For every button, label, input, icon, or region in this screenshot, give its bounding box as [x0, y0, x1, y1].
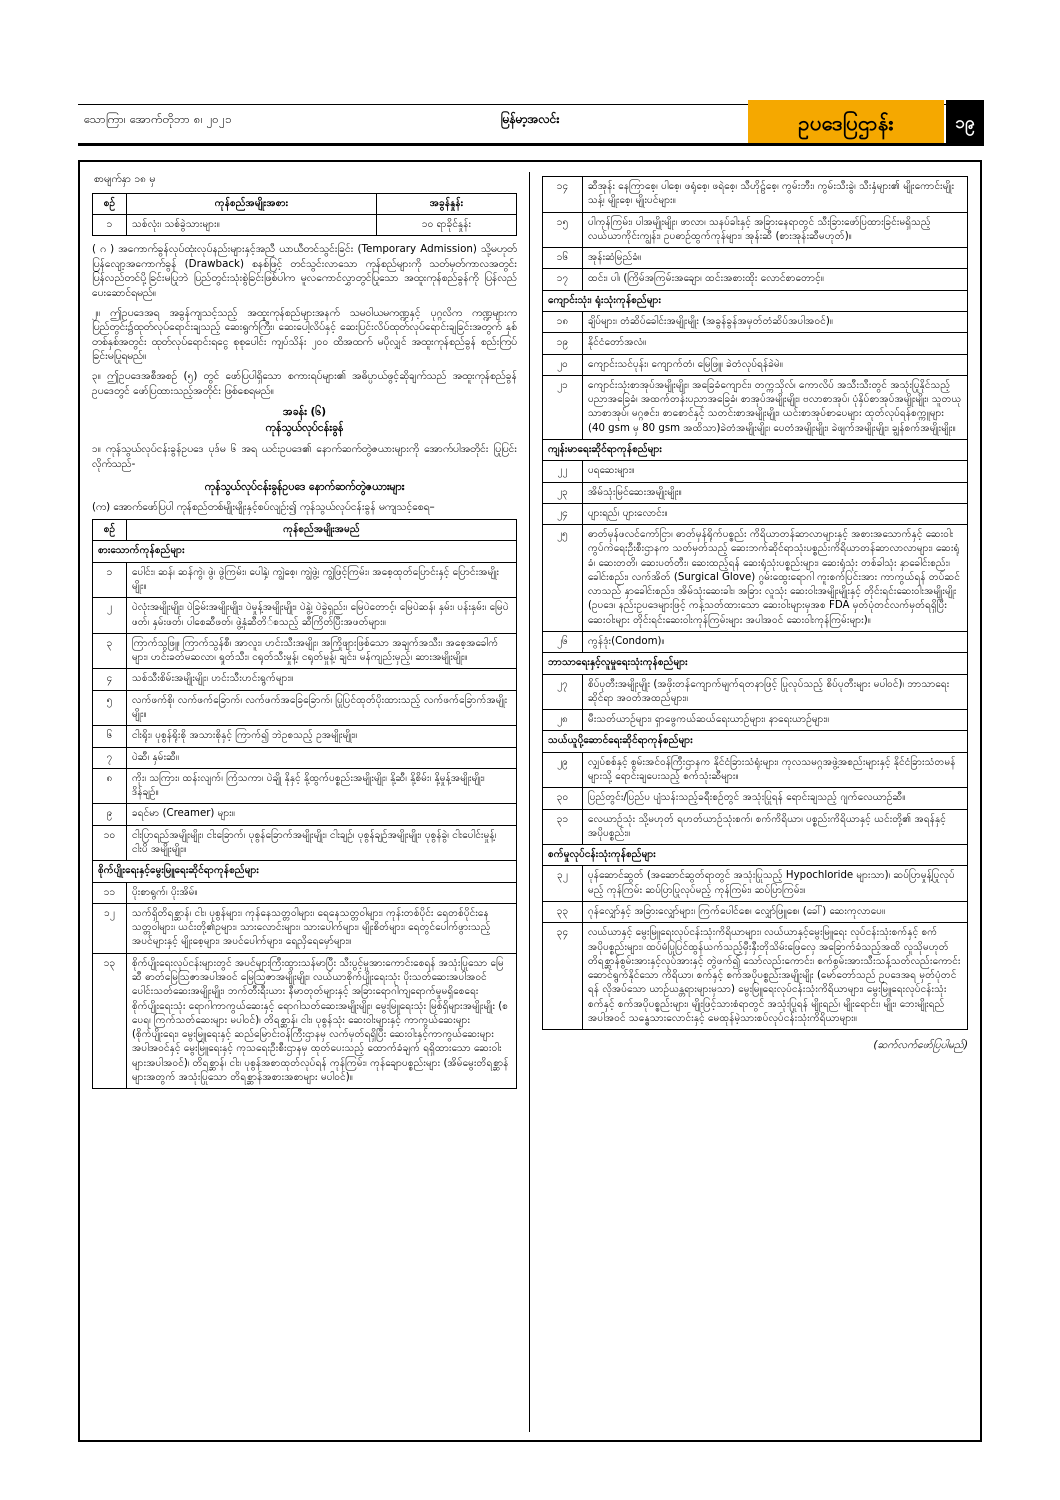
cell-no: ၂၇ [543, 674, 583, 710]
right-column [530, 172, 968, 1432]
table-row [93, 633, 517, 669]
cell-text: ပဲဆီ၊ နှမ်းဆီ။ [127, 747, 517, 768]
col-header-goods: ကုန်စည်အမျိုးအစား [127, 193, 377, 214]
cell-no: ၂၂ [543, 461, 583, 482]
table-row [93, 953, 517, 1089]
exempt-goods-table-left [92, 519, 517, 1089]
cell-no: ၃ [93, 633, 127, 669]
cell-text: ထင်း၊ ပါ၊ (ကြိမ်အကြမ်းအချော၊ ထင်းအစားထိုး လောင်စာတောင့်။ [583, 269, 968, 290]
masthead-newspaper-title: မြန်မာ့အလင်း [500, 112, 560, 126]
table-row [93, 726, 517, 747]
cell-no: ၈ [93, 768, 127, 804]
table-header-row [93, 520, 517, 541]
section-title: ကျန်းမာရေးဆိုင်ရာကုန်စည်များ [543, 439, 968, 460]
cell-no: ၁၈ [543, 311, 583, 332]
exempt-goods-table-right [542, 176, 968, 1030]
table-row [93, 214, 517, 235]
cell-text: ကွန်ဒုံး(Condom)။ [583, 632, 968, 653]
cell-rate: ၁၀ ရာခိုင်နှုန်း [377, 214, 517, 235]
cell-text: ပါကုန်ကြမ်း၊ ပါအမျိုးမျိုး၊ ဖာလာ၊ သနပ်ခါးနှင့် အခြားနေရာတွင် သီးခြားဖော်ပြထားခြင်းမရှိသည့် လယ်ယာကိုင်းကျွန်း၊ ဥပဓာဉ်ထွက်ကုန်များ၊ အုန်းဆီ (စားအုန်းဆီမဟုတ်)။ [583, 212, 968, 248]
section-title: ဘာသာရေးနှင့်လူမှုရေးသုံးကုန်စည်များ [543, 653, 968, 674]
table-row [543, 375, 968, 439]
table-row [543, 212, 968, 248]
table-row [543, 177, 968, 213]
cell-text: သက်ရှိတိရစ္ဆာန်၊ ငါး၊ ပုစွန်များ၊ ကုန်နေသတ္တဝါများ၊ ရေနေသတ္တဝါများ၊ ကုန်းတစ်ပိုင်း ရေတစ်ပိုင်းနေသတ္တဝါများ၊ ယင်းတို့၏ဥများ၊ သားလောင်းများ၊ သားပေါက်များ၊ မျိုးစိတ်များ၊ ရေတွင်ပေါက်ဖွားသည့် အပင်များနှင့် မျိုးစေ့များ၊ အပင်ပေါက်များ၊ ရေညှိရေမှော်များ။ [127, 903, 517, 953]
table-row [93, 903, 517, 953]
section-heading-row [543, 290, 968, 311]
section-heading-row [543, 439, 968, 460]
paragraph-2: ၂။ ဤဥပဒေအရ အခွန်ကျသင့်သည့် အထူးကုန်စည်များအနက် သမဝါယမကဏ္ဍနှင့် ပုဂ္ဂလိက ကဏ္ဍများက ပြည်တွင်း၌ထုတ်လုပ်ရောင်းချသည့် ဆေးရွက်ကြီး၊ ဆေးပေါ့လိပ်နှင့် ဆေးပြင်းလိပ်ထုတ်လုပ်ရောင်းချခြင်းအတွက် နှစ်တစ်နှစ်အတွင်း ထုတ်လုပ်ရောင်းရငွေ စုစုပေါင်း ကျပ်သိန်း ၂၀၀ ထိအထက် မပိုလျှင် အထူးကုန်စည်ခွန် စည်းကြပ်ခြင်းမပြုရမည်။ [92, 306, 517, 363]
cell-text: မီးသတ်ယာဉ်များ၊ ရှာဖွေကယ်ဆယ်ရေးယာဉ်များ၊ နာရေးယာဉ်များ။ [583, 710, 968, 731]
cell-item: သစ်လုံး၊ သစ်ခွဲသားများ။ [127, 214, 377, 235]
cell-text: အုန်းဆံမြည်ခံ။ [583, 248, 968, 269]
continued-note: (ဆက်လက်ဖော်ပြပါမည်) [873, 1039, 968, 1052]
table-row [93, 598, 517, 634]
chapter-heading: အခန်း (၆) [282, 406, 327, 419]
cell-no: ၃၄ [543, 923, 583, 1030]
table-row [543, 901, 968, 922]
table-row [543, 248, 968, 269]
cell-text: လေယာဉ်သုံး သို့မဟုတ် ရဟတ်ယာဉ်သုံးစက်၊ စက်ကိရိယာ၊ ပစ္စည်းကိရိယာနှင့် ယင်းတို့၏ အရန်နှင့် အပိုပစ္စည်း။ [583, 809, 968, 845]
section-title: ကျောင်းသုံး၊ ရုံးသုံးကုန်စည်များ [543, 290, 968, 311]
paragraph-4: ၁။ ကုန်သွယ်လုပ်ငန်းခွန်ဥပဒေ ပုဒ်မ ၆ အရ ယင်းဥပဒေ၏ နောက်ဆက်တွဲဇယားများကို အောက်ပါအတိုင်း ပြုပြင်းလိုက်သည်- [92, 443, 517, 470]
cell-text: လျှပ်စစ်နှင့် စွမ်းအင်ဝန်ကြီးဌာနက နိုင်ငံခြားသံရုံးများ၊ ကုလသမဂ္ဂအဖွဲ့အစည်းများနှင့် နိုင်ငံခြားသံတမန်များသို့ ရောင်းချပေးသည့် စက်သုံးဆီများ။ [583, 752, 968, 788]
cell-text: ကျောင်းသုံးစာအုပ်အမျိုးမျိုး၊ အခြေခံကျောင်း၊ တက္ကသိုလ်၊ ကောလိပ် အသီးသီးတွင် အသုံးပြုနိုင်သည့် ပညာအခြေခံ၊ အထက်တန်းပညာအခြေခံ၊ စာအုပ်အမျိုးမျိုး၊ ဗလာစာအုပ်၊ ပုံနှိပ်စာအုပ်အမျိုးမျိုး၊ သူတယုသာစာအုပ်၊ မဂ္ဂဇင်း၊ စာစောင်နှင့် သတင်းစာအမျိုးမျိုး၊ ယင်းစာအုပ်စာပေများ ထုတ်လုပ်ရန်စက္ကူများ (40 gsm မှ 80 gsm အထိသာ)ခဲတံအမျိုးမျိုး၊ ပေတံအမျိုးမျိုး၊ ခဲဖျက်အမျိုးမျိုး၊ ချွန်စက်အမျိုးမျိုး။ [583, 375, 968, 439]
section-badge-label: ဥပဒေပြဌာန်း [798, 110, 894, 135]
cell-text: ပရဆေးများ။ [583, 461, 968, 482]
cell-no: ၁၉ [543, 333, 583, 354]
cell-no: ၂၄ [543, 503, 583, 524]
section-title: စိုက်ပျိုးရေးနှင့်မွေးမြူရေးဆိုင်ရာကုန်စည်များ [93, 861, 517, 882]
cell-no: ၂၀ [543, 354, 583, 375]
table-row [543, 333, 968, 354]
cell-no: ၂၉ [543, 752, 583, 788]
cell-text: ပေါင်း၊ ဆန်၊ ဆန်ကွဲ၊ ဖွဲ၊ ဖွဲကြမ်း၊ ပေါနှဲ့၊ ကျွဲစေ့၊ ကျွဲဖွဲ့၊ ကျွဲဖြင့်ကြမ်း၊ အစေ့ထုတ်ပြောင်းနှင့် ပြောင်းအမျိုးမျိုး။ [127, 562, 517, 598]
cell-no: ၂၅ [543, 525, 583, 632]
cell-text: ဓာတ်မှန်ဖလင်ကော်ငြာ၊ ဓာတ်မှန်ရိုက်ပစ္စည်း ကိရိယာတန်ဆာလာများနှင့် အစားအသောက်နှင့် ဆေးဝါးကွပ်ကဲရေးဦးစီးဌာနက သတ်မှတ်သည့် ဆေးဘက်ဆိုင်ရာသုံးပစ္စည်းကိရိယာတန်ဆာလာလာများ၊ ဆေးရုံခံ၊ ဆေးတတိ၊ ဆေးပတ်တီး၊ ဆေးထည့်ရန် ဆေးရုံသုံးပစ္စည်းများ၊ ဆေးရုံသုံး တစ်ခါသုံး နှာခေါင်းစည်း၊ ခေါင်းစည်း၊ လက်အိတ် (Surgical Glove) ဂွမ်းထွေးရောဂါ ကူးစက်ပြင်းအား ကာကွယ်ရန် တပ်ဆင်လာသည် နှာခေါင်းစည်း၊ အိမ်သုံးဆေးခါး၊ အခြား လူသုံး ဆေးဝါးအမျိုးမျိုးနှင့် တိုင်းရင်းဆေးဝါးအမျိုးမျိုး (ဥပဒေ၊ နည်းဥပဒေများဖြင့် ကန့်သတ်ထားသော ဆေးဝါးများမှအစ FDA မှတ်ပုံတင်လက်မှတ်ရရှိပြီး ဆေးဝါးများ တိုင်းရင်းဆေးဝါးကုန်ကြမ်းများ အပါအဝင် ဆေးဝါးကုန်ကြမ်းများ)။ [583, 525, 968, 632]
cell-text: ကြာက်သွဖြူ၊ ကြာက်သွန်စီ၊ အာလူး၊ ဟင်းသီးအမျိုး၊ အကြိုဖျားဖြစ်သော အချက်အသီး၊ အစေ့အခေါက်များ၊ ဟင်းခတ်မဆလာ၊ ရှုတ်သီး၊ ငရုတ်သီးမှုန့်၊ ငရုတ်မှုန့်၊ ချင်း၊ မန်ကျည်းမှည့်၊ ဆားအမျိုးမျိုး။ [127, 633, 517, 669]
cell-text: စိုက်ပျိုးရေးလုပ်ငန်းများတွင် အပင်များကြီးထွားသန်မာပြီး သီးပွင့်မှုအားကောင်းစေရန် အသုံးပြုသော မြေဆီ ဓာတ်မြေသြဇာအပါအဝင် မြေသြဇာအမျိုးမျိုး၊ လယ်ယာစိုက်ပျိုးရေးသုံး ပိုးသတ်ဆေးအပါအဝင် ပေါင်းသတ်ဆေးအမျိုးမျိုး၊ ဘက်တီးရီးယား နီမာတုတ်များနှင့် အခြားရောဂါကျရောက်မှုမရှိစေရေး စိုက်ပျိုးရေးသုံး ရောဂါကာကွယ်ဆေးနှင့် ရောဂါသတ်ဆေးအမျိုးမျိုး၊ မွေးမြူရေးသုံး မြစ်ရှိများအမျိုးမျိုး (စပေရ၊ ကြက်သတ်ဆေးများ မပါဝင်)၊ တိရစ္ဆာန်၊ ငါး၊ ပုစွန်သုံး ဆေးဝါးများနှင့် ကာကွယ်ဆေးများ (စိုက်ပျိုးရေး၊ မွေးမြူရေးနှင့် ဆည်မြောင်းဝန်ကြီးဌာနမှ လက်မှတ်ရရှိပြီး ဆေးဝါးနှင့်ကာကွယ်ဆေးများ အပါအဝင်နှင့် မွေးမြူရေးနှင့် ကုသရေးဦးစီးဌာနမှ ထုတ်ပေးသည့် ထောက်ခံချက် ရရှိထားသော ဆေးဝါးများအပါအဝင်)၊ တိရစ္ဆာန်၊ ငါး၊ ပုစွန်အစာထုတ်လုပ်ရန် ကုန်ကြမ်း၊ ကုန်ချောပစ္စည်းများ (အိမ်မွေးတိရစ္ဆာန်များအတွက် အသုံးပြုသော တိရစ္ဆာန်အစားအစာများ မပါဝင်)။ [127, 953, 517, 1089]
col-header-goods-name: ကုန်စည်အမျိုးအမည် [127, 520, 517, 541]
cell-text: ပုန်ဆောင်ဆွတ် (အဆောင်ဆွတ်ရာတွင် အသုံးပြုသည့် Hypochloride များသာ)၊ ဆပ်ပြာမှုန့်ပြုလုပ်မည့် ကုန်ကြမ်း ဆပ်ပြာပြုလုပ်မည့် ကုန်ကြမ်း၊ ဆပ်ပြာကြမ်း။ [583, 866, 968, 902]
cell-no: ၁၆ [543, 248, 583, 269]
table-row [543, 269, 968, 290]
two-column-layout [92, 172, 968, 1432]
section-heading-row [543, 653, 968, 674]
table-row [543, 788, 968, 809]
table-row [543, 461, 968, 482]
paragraph-c: ( ဂ ) အကောက်ခွန်လုပ်ထုံးလုပ်နည်းများနှင့်အညီ ယာယီတင်သွင်းခြင်း (Temporary Admission) သို့မဟုတ် ပြန်လျော့အကောက်ခွန် (Drawback) စနစ်ဖြင့် တင်သွင်းလာသော ကုန်စည်များကို သတ်မှတ်ကာလအတွင်း ပြန်လည်တင်ပို့ခြင်းမပြုဘဲ ပြည်တွင်းသုံးစွဲခြင်းဖြစ်ပါက မူလကောင်လွှာတွင်ပြုသော အထူးကုန်စည်ခွန်ကို ပြန်လည်ပေးဆောင်ရမည်။ [92, 243, 517, 299]
cell-no: ၂၁ [543, 375, 583, 439]
table-row [543, 311, 968, 332]
cell-no: ၁၁ [93, 882, 127, 903]
table-row [543, 525, 968, 632]
table-row [543, 503, 968, 524]
table-row [543, 866, 968, 902]
cell-no: ၅ [93, 690, 127, 726]
cell-text: ငါးရိုး၊ ပုစွန်ရိုးစို အသားစိုနှင့် ကြာက်၍ ဘဲဥစသည့် ဥအမျိုးမျိုး။ [127, 726, 517, 747]
section-title: စားသောက်ကုန်စည်များ [93, 541, 517, 562]
col-header-no: စဉ် [93, 193, 127, 214]
table-row [93, 690, 517, 726]
cell-no: ၂၃ [543, 482, 583, 503]
section-heading-row [93, 861, 517, 882]
table-row [543, 354, 968, 375]
masthead-bottom-rule [78, 143, 982, 146]
cell-text: ဂုန်လျှော်နှင့် အခြားလျှော်များ၊ ကြက်ပေါင်စေ၊ လျှော်ဖြူစေ၊ (ခေါ်) ဆေးကုလာပေ။ [583, 901, 968, 922]
table-row [543, 710, 968, 731]
section-heading-row [543, 731, 968, 752]
section-title: စက်မှုလုပ်ငန်းသုံးကုန်စည်များ [543, 845, 968, 866]
section-badge [748, 100, 944, 146]
page-number-badge: ၁၉ [946, 100, 984, 146]
cell-no: ၁၄ [543, 177, 583, 213]
cell-text: နိုင်ငံတော်အလံ။ [583, 333, 968, 354]
cell-no: ၇ [93, 747, 127, 768]
cell-no: ၃၁ [543, 809, 583, 845]
tax-rate-table [92, 193, 517, 237]
cell-text: ငါးပြာရည်အမျိုးမျိုး၊ ငါးခြောက်၊ ပုစွန်ခြောက်အမျိုးမျိုး၊ ငါးချဉ်၊ ပုစွန်ချဉ်အမျိုးမျိုး၊ ပုစွန်ခွဲ၊ ငါးပေါင်းမှုန့်၊ ငါးပိ အမျိုးမျိုး။ [127, 825, 517, 861]
cell-text: သစ်သီးစိမ်းအမျိုးမျိုး၊ ဟင်းသီးဟင်းရွက်များ။ [127, 669, 517, 690]
section-heading-row [543, 845, 968, 866]
cell-text: ကိုး၊ သကြား၊ ထန်းလျက်၊ ကြံသကာ၊ ပဲချို နိုနှင့် နို့ထွက်ပစ္စည်းအမျိုးမျိုး၊ နို့ဆီ၊ နို့စိမ်း၊ နို့မှုန့်အမျိုးမျိုး၊ ဒိန်ချဉ်။ [127, 768, 517, 804]
cell-no: ၁ [93, 562, 127, 598]
table-row [93, 562, 517, 598]
paragraph-3: ၃။ ဤဥပဒေအစီအစဉ် (၅) တွင် ဖော်ပြပါရှိသော စကားရပ်များ၏ အဓိပ္ပာယ်ဖွင့်ဆိုချက်သည် အထူးကုန်စည်ခွန်ဥပဒေတွင် ဖော်ပြထားသည့်အတိုင်း ဖြစ်စေရမည်။ [92, 370, 517, 397]
table-row [93, 825, 517, 861]
table-row [93, 882, 517, 903]
cell-text: ပဲလုံးအမျိုးမျိုး၊ ပဲခြမ်းအမျိုးမျိုး၊ ပဲမှုန့်အမျိုးမျိုး၊ ပဲနွဲ့၊ ပဲခွဲရှည်း၊ မြေပဲတောင့်၊ မြေပဲဆန်၊ နှမ်း၊ ပန်းနှမ်း၊ မြေပဲဖတ်၊ နှမ်းဖတ်၊ ပါစေဆီဖတ်၊ ဖွဲ့နှံဆီတိ်စသည့် ဆီကြိတ်ပြီးအဖတ်များ။ [127, 598, 517, 634]
cell-no: ၁၇ [543, 269, 583, 290]
table-row [93, 669, 517, 690]
cell-text: လက်ဖက်စို၊ လက်ဖက်ခြောက်၊ လက်ဖက်အခြေခြောက်၊ ပြုပြင်ထုတ်ပိုးထားသည့် လက်ဖက်ခြောက်အမျိုးမျိုး။ [127, 690, 517, 726]
cell-text: ကျောင်းသင်ပုန်း၊ ကျောက်တံ၊ မြေဖြူ၊ ခဲတံလုပ်ရန်ခဲမဲ။ [583, 354, 968, 375]
table-row [543, 632, 968, 653]
table-row [543, 482, 968, 503]
cell-no: ၄ [93, 669, 127, 690]
cell-text: ပျားရည်၊ ပျားလောင်း။ [583, 503, 968, 524]
cell-text: လယ်ယာနှင့် မွေးမြူရေးလုပ်ငန်းသုံးကိရိယာများ၊ လယ်ယာနှင့်မွေးမြူရေး လုပ်ငန်းသုံးစက်နှင့် စက်အပိုပစ္စည်းများ၊ ထပ်မံပြုပြင်ထွန်ယက်သည့်မှီးနှီးတိုသိမ်းဖြေလှေ အခြောက်ခံသည့်အထိ လူသိုမဟုတ် တိရစ္ဆာန်စွမ်းအားနှင့်လုပ်အားနှင့် တွဲဖက်၍ သော်လည်းကောင်း၊ စက်စွမ်းအားသီးသန့်သတ်လည်းကောင်း ဆောင်ရွက်နိုင်သော ကိရိယာ၊ စက်နှင့် စက်အပိုပစ္စည်းအမျိုးမျိုး (မော်တော်သည် ဥပဒေအရ မှတ်ပုံတင်ရန် လိုအပ်သော ယာဉ်ယန္တရားများမှသာ) မွေးမြူရေးလုပ်ငန်းသုံးကိရိယာများ၊ မွေးမြူရေးလုပ်ငန်းသုံးစက်နှင့် စက်အပိုပစ္စည်းများ၊ မျိုးဖြင့်သားစံရာတွင် အသုံးပြုရန် မျိုးရည်၊ မျိုးရောင်း၊ မျိုး၊ ဘေးမျိုးရည်အပါအဝင် သန္ဓေသားလောင်းနှင့် မေထုန်မဲ့သားစပ်လုပ်ငန်းသုံးကိရိယာများ။ [583, 923, 968, 1030]
cell-no: ၁၃ [93, 953, 127, 1089]
col-header-rate: အခွန်နှုန်း [377, 193, 517, 214]
chapter-subheading: ကုန်သွယ်လုပ်ငန်းခွန် [265, 422, 344, 435]
table-row [543, 674, 968, 710]
cell-no: ၉ [93, 804, 127, 825]
cell-no: ၁၀ [93, 825, 127, 861]
cell-text: ချိပ်များ၊ တံဆိပ်ခေါင်းအမျိုးမျိုး (အခွန်ခွန်အမှတ်တံဆိပ်အပါအဝင်)။ [583, 311, 968, 332]
cell-no: ၁၅ [543, 212, 583, 248]
cell-no: ၃၃ [543, 901, 583, 922]
table-row [543, 923, 968, 1030]
cell-no: ၆ [93, 726, 127, 747]
masthead [0, 0, 1060, 160]
table-row [93, 747, 517, 768]
cell-no: ၂ [93, 598, 127, 634]
cell-no: ၃၂ [543, 866, 583, 902]
paragraph-5: (က) အောက်ဖော်ပြပါ ကုန်စည်တစ်မျိုးမျိုးနှင့်စပ်လျဉ်း၍ ကုန်သွယ်လုပ်ငန်းခွန် မကျသင့်စေရ– [92, 500, 435, 513]
table-row [543, 752, 968, 788]
article-frame [78, 160, 982, 1442]
table-row [93, 804, 517, 825]
continuation-note: စာမျက်နှာ ၁၈ မှ [94, 173, 156, 185]
cell-text: ပိုးစာရွက်၊ ပိုးအိမ်။ [127, 882, 517, 903]
cell-no: ၁၂ [93, 903, 127, 953]
cell-text: ပြည်တွင်း/ပြည်ပ ပျံသန်းသည့်ခရီးစဉ်တွင် အသုံးပြုရန် ရောင်းချသည့် ဂျက်လေယာဉ်ဆီ။ [583, 788, 968, 809]
table-row [543, 809, 968, 845]
col-header-no: စဉ် [93, 520, 127, 541]
cell-text: ခရင်မာ (Creamer) များ။ [127, 804, 517, 825]
cell-no: ၃၀ [543, 788, 583, 809]
schedule-heading: ကုန်သွယ်လုပ်ငန်းခွန်ဥပဒေ နောက်ဆက်တွဲဇယားများ [204, 480, 405, 493]
cell-no: ၂၈ [543, 710, 583, 731]
cell-text: ဆီအုန်း နေကြာစေ့၊ ပါစေ့၊ ဖရုံစေ့၊ ဖရဲစေ့၊ သီဟိုဠ်စေ့၊ ကွမ်းဘီး၊ ကွမ်းသီးခွဲ၊ သီးနှံများ၏ မျိုးကောင်းမျိုးသန့်၊ မျိုးစေ့၊ မျိုးပင်များ။ [583, 177, 968, 213]
table-header-row [93, 193, 517, 214]
left-column [92, 172, 530, 1432]
cell-no: ၁ [93, 214, 127, 235]
section-heading-row [93, 541, 517, 562]
cell-text: စိပ်ပုတီးအမျိုးမျိုး (အဖိုးတန်ကျောက်မျက်ရတနာဖြင့် ပြုလုပ်သည့် စိပ်ပုတီးများ မပါဝင်)၊ ဘာသာရေးဆိုင်ရာ အဝတ်အထည်များ။ [583, 674, 968, 710]
section-title: သယ်ယူပို့ဆောင်ရေးဆိုင်ရာကုန်စည်များ [543, 731, 968, 752]
masthead-date: သောကြာ၊ အောက်တိုဘာ ၈၊ ၂၀၂၁ [84, 112, 232, 126]
cell-text: အိမ်သုံးမြင်ဆေးအမျိုးမျိုး။ [583, 482, 968, 503]
table-row [93, 768, 517, 804]
cell-no: ၂၆ [543, 632, 583, 653]
